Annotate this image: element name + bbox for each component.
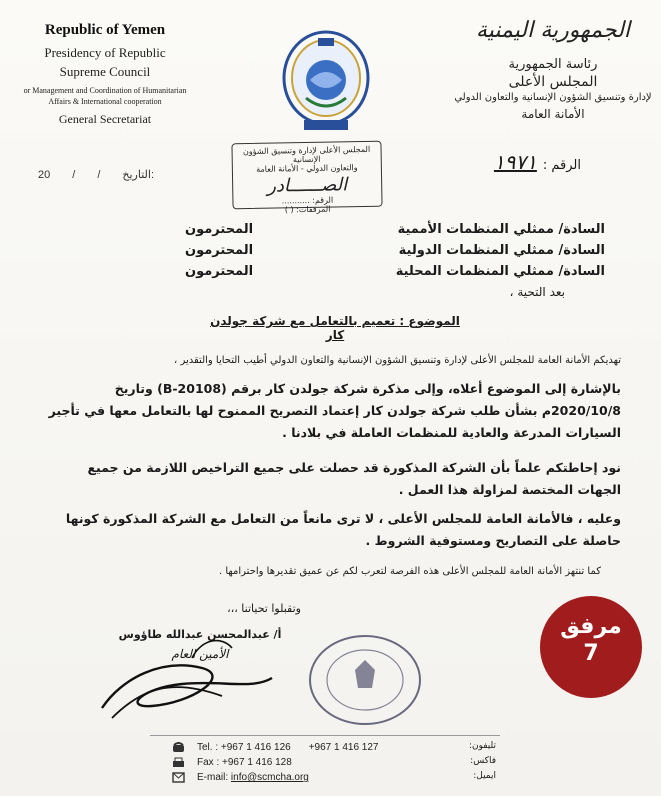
stamp-line-2: والتعاون الدولي - الأمانة العامة: [256, 163, 358, 174]
addressee-block: [185, 222, 605, 299]
phone-row: [172, 740, 379, 755]
council-purpose-en-2: Affairs & International cooperation: [48, 97, 162, 106]
country-name-en: Republic of Yemen: [44, 22, 166, 38]
body-paragraph: نود إحاطتكم علماً بأن الشركة المذكورة قد حصلت على جميع التراخيص اللازمة من جميع الجهات المختصة لمزاولة هذا العمل .: [87, 460, 621, 497]
email-link[interactable]: info@scmcha.org: [230, 772, 309, 783]
stamp-line-1: المجلس الأعلى لإدارة وتنسيق الشؤون الإنسانية: [242, 144, 371, 165]
council-purpose-en: or Management and Coordination of Humanitarian: [23, 86, 187, 95]
stamp-title: الصــــــادر: [267, 174, 348, 197]
subject-line: الموضوع : تعميم بالتعامل مع شركة جولدن كار: [210, 314, 460, 342]
addressee-row: السادة/ ممثلي المنظمات الأممية المحترمون: [185, 222, 605, 237]
attachment-number: 7: [583, 641, 599, 666]
tel-label: Tel. :: [197, 742, 219, 753]
reference-value: ١٩٧١: [493, 150, 537, 174]
date-sep-2: /: [97, 169, 101, 181]
council-emblem-logo: [280, 28, 372, 138]
body-paragraph: وعليه ، فالأمانة العامة للمجلس الأعلى ، لا ترى مانعاً من التعامل مع الشركة المذكورة كونها حاصلة على التصاريح ومستوفية الشروط .: [65, 511, 621, 548]
reference-number: [494, 150, 581, 174]
email-icon: [172, 772, 185, 783]
addressee-row: السادة/ ممثلي المنظمات المحلية المحترمون: [185, 264, 605, 279]
email-row: [172, 770, 379, 785]
secretariat-ar: الأمانة العامة: [521, 107, 585, 121]
fax-icon: [172, 757, 185, 768]
fax-label: Fax :: [197, 757, 220, 768]
tel-number-1: +967 1 416 126: [220, 742, 291, 753]
secretariat-en: General Secretariat: [58, 112, 152, 126]
official-seal: [300, 630, 430, 730]
ar-email-label: ايميل:: [473, 771, 496, 781]
tel-number-2: +967 1 416 127: [308, 742, 379, 753]
contact-info: [172, 740, 379, 785]
greeting-line: تهديكم الأمانة العامة للمجلس الأعلى لإدارة وتنسيق الشؤون الإنسانية والتعاون الدولي أطيب التحايا والتقدير ،: [174, 355, 621, 366]
signer-title: الأمين العام: [171, 647, 229, 661]
outgoing-stamp: [231, 141, 382, 215]
presidency-ar: رئاسة الجمهورية: [508, 57, 598, 72]
footer-divider: [150, 735, 500, 736]
date-line: [38, 168, 176, 181]
stamp-line-4: المرفقات: ( ): [284, 204, 331, 215]
date-label: التاريخ:: [122, 169, 154, 181]
handwritten-signature: [82, 618, 282, 728]
reference-label: الرقم :: [542, 158, 581, 173]
body-paragraph: بالإشارة إلى الموضوع أعلاه، وإلى مذكرة شركة جولدن كار برقم (B-20108) وتاريخ 2020/10/8م بشأن طلب شركة جولدن كار إعتماد التصريح الممنوح لها بالتعامل معها في تأجير السيارات المدرعة والعادية للمنظمات العاملة في بلادنا .: [48, 381, 621, 440]
presidency-en: Presidency of Republic: [44, 45, 166, 60]
country-name-ar: الجمهورية اليمنية: [475, 18, 631, 43]
phone-icon: [172, 742, 185, 753]
email-label: E-mail:: [197, 772, 229, 783]
arabic-letterhead: [453, 18, 653, 121]
arabic-contact-labels: [448, 741, 496, 786]
attachment-badge: [540, 596, 642, 698]
council-ar: المجلس الأعلى: [508, 74, 598, 90]
signer-name: أ/ عبدالمحسن عبدالله طاؤوس: [118, 628, 282, 641]
salutation: بعد التحية ،: [509, 285, 565, 299]
ar-fax-label: فاكس:: [470, 756, 496, 766]
regards-line: وتقبلوا تحياتنا ،،،: [227, 602, 301, 615]
attachment-word: مرفق: [560, 614, 622, 639]
stamp-line-3: الرقم: ...........: [281, 195, 334, 206]
council-purpose-ar: لإدارة وتنسيق الشؤون الإنسانية والتعاون الدولي: [454, 92, 652, 103]
date-year: 20: [38, 169, 51, 181]
fax-number: +967 1 416 128: [222, 757, 292, 768]
closing-line: كما تنتهز الأمانة العامة للمجلس الأعلى هذه الفرصة لتعرب لكم عن عميق تقديرها واحترامها .: [219, 566, 601, 577]
english-letterhead: [0, 22, 210, 127]
fax-row: [172, 755, 379, 770]
addressee-row: السادة/ ممثلي المنظمات الدولية المحترمون: [185, 243, 605, 258]
date-sep-1: /: [72, 169, 76, 181]
ar-tel-label: تليفون:: [468, 741, 496, 751]
council-en: Supreme Council: [59, 64, 151, 79]
